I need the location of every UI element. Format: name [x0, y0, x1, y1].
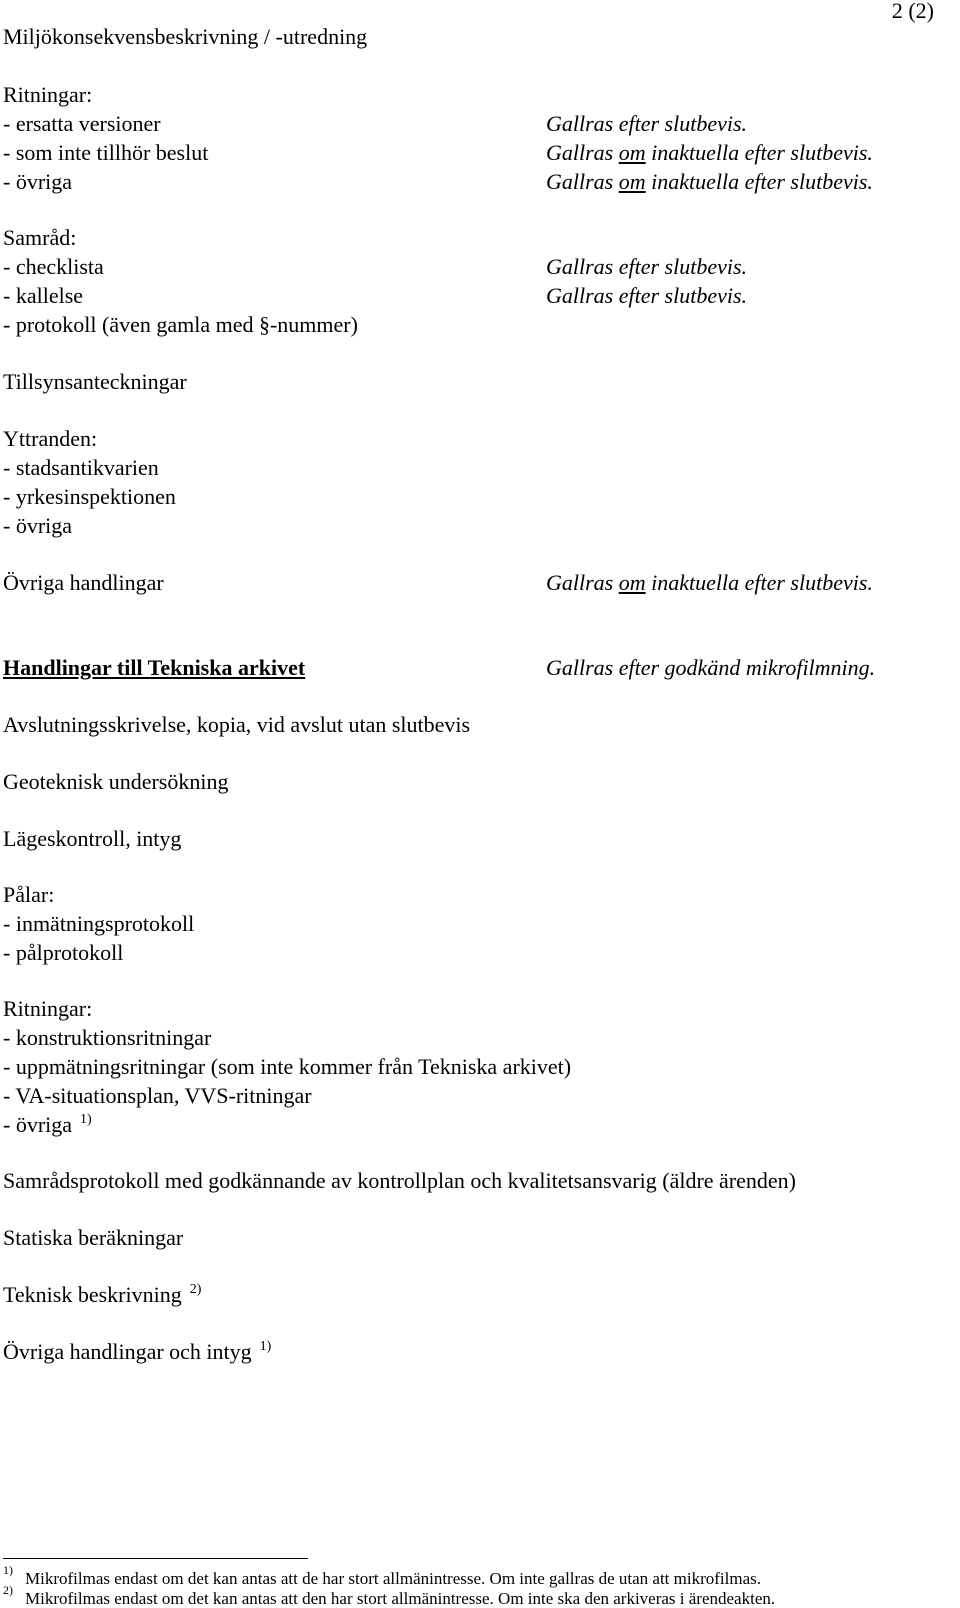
list-item: - kallelse	[3, 283, 84, 308]
document-item-label: Övriga handlingar och intyg	[3, 1339, 252, 1364]
rule-underlined: om	[618, 570, 646, 595]
tekniska-arkivet-heading: Handlingar till Tekniska arkivet	[3, 655, 306, 680]
document-item: Statiska beräkningar	[3, 1225, 184, 1250]
document-item	[3, 1341, 271, 1363]
list-item: - yrkesinspektionen	[3, 484, 176, 509]
footnote-mark: 1)	[3, 1563, 13, 1577]
document-item: Lägeskontroll, intyg	[3, 826, 182, 851]
retention-rule: Gallras efter slutbevis.	[546, 254, 748, 279]
list-item: - övriga	[3, 169, 73, 194]
samrad-heading: Samråd:	[3, 225, 77, 250]
ritningar-heading: Ritningar:	[3, 82, 93, 107]
footnote-text: Mikrofilmas endast om det kan antas att de har stort allmänintresse. Om inte gallras de utan att mikrofilmas.	[25, 1569, 762, 1588]
rule-text: Gallras	[546, 570, 619, 595]
rule-text: inaktuella efter slutbevis.	[645, 169, 873, 194]
retention-rule: Gallras efter godkänd mikrofilmning.	[546, 655, 876, 680]
list-item: - uppmätningsritningar (som inte kommer från Tekniska arkivet)	[3, 1054, 572, 1079]
palar-heading: Pålar:	[3, 882, 55, 907]
retention-rule: Gallras efter slutbevis.	[546, 283, 748, 308]
list-item: - stadsantikvarien	[3, 455, 159, 480]
document-item: Avslutningsskrivelse, kopia, vid avslut utan slutbevis	[3, 712, 471, 737]
rule-text: Gallras	[546, 169, 619, 194]
tillsyn-heading: Tillsynsanteckningar	[3, 369, 187, 394]
list-item: - checklista	[3, 254, 104, 279]
document-item: Geoteknisk undersökning	[3, 769, 229, 794]
list-item: - pålprotokoll	[3, 940, 124, 965]
rule-text: Gallras	[546, 140, 619, 165]
list-item: - övriga	[3, 513, 73, 538]
yttranden-heading: Yttranden:	[3, 426, 98, 451]
list-item: - som inte tillhör beslut	[3, 140, 209, 165]
rule-text: inaktuella efter slutbevis.	[645, 570, 873, 595]
document-item	[3, 1284, 201, 1306]
list-item-label: - övriga	[3, 1112, 73, 1137]
retention-rule	[546, 171, 873, 193]
rule-text: Gallras efter slutbevis.	[546, 111, 748, 136]
list-item	[3, 1114, 92, 1136]
rule-text: inaktuella efter slutbevis.	[645, 140, 873, 165]
rule-underlined: om	[618, 140, 646, 165]
list-item: - inmätningsprotokoll	[3, 911, 195, 936]
ovriga-handlingar-label: Övriga handlingar	[3, 570, 164, 595]
footnote-ref: 2)	[189, 1282, 202, 1297]
rule-underlined: om	[618, 169, 646, 194]
footnote-mark: 2)	[3, 1583, 13, 1597]
retention-rule	[546, 572, 873, 594]
list-item: - VA-situationsplan, VVS-ritningar	[3, 1083, 312, 1108]
footnote-text: Mikrofilmas endast om det kan antas att den har stort allmänintresse. Om inte ska den arkiveras i ärendeakten.	[25, 1589, 776, 1608]
footnote-separator	[3, 1558, 308, 1559]
page-number: 2 (2)	[891, 0, 934, 23]
document-item: Samrådsprotokoll med godkännande av kontrollplan och kvalitetsansvarig (äldre ärenden)	[3, 1168, 796, 1193]
footnote-ref: 1)	[259, 1339, 272, 1354]
document-item-label: Teknisk beskrivning	[3, 1282, 182, 1307]
list-item: - ersatta versioner	[3, 111, 161, 136]
ritningar-heading: Ritningar:	[3, 996, 93, 1021]
footnote-ref: 1)	[80, 1112, 92, 1127]
document-title: Miljökonsekvensbeskrivning / -utredning	[3, 24, 368, 49]
list-item: - konstruktionsritningar	[3, 1025, 212, 1050]
list-item: - protokoll (även gamla med §-nummer)	[3, 312, 358, 337]
retention-rule	[546, 142, 873, 164]
retention-rule	[546, 113, 747, 135]
